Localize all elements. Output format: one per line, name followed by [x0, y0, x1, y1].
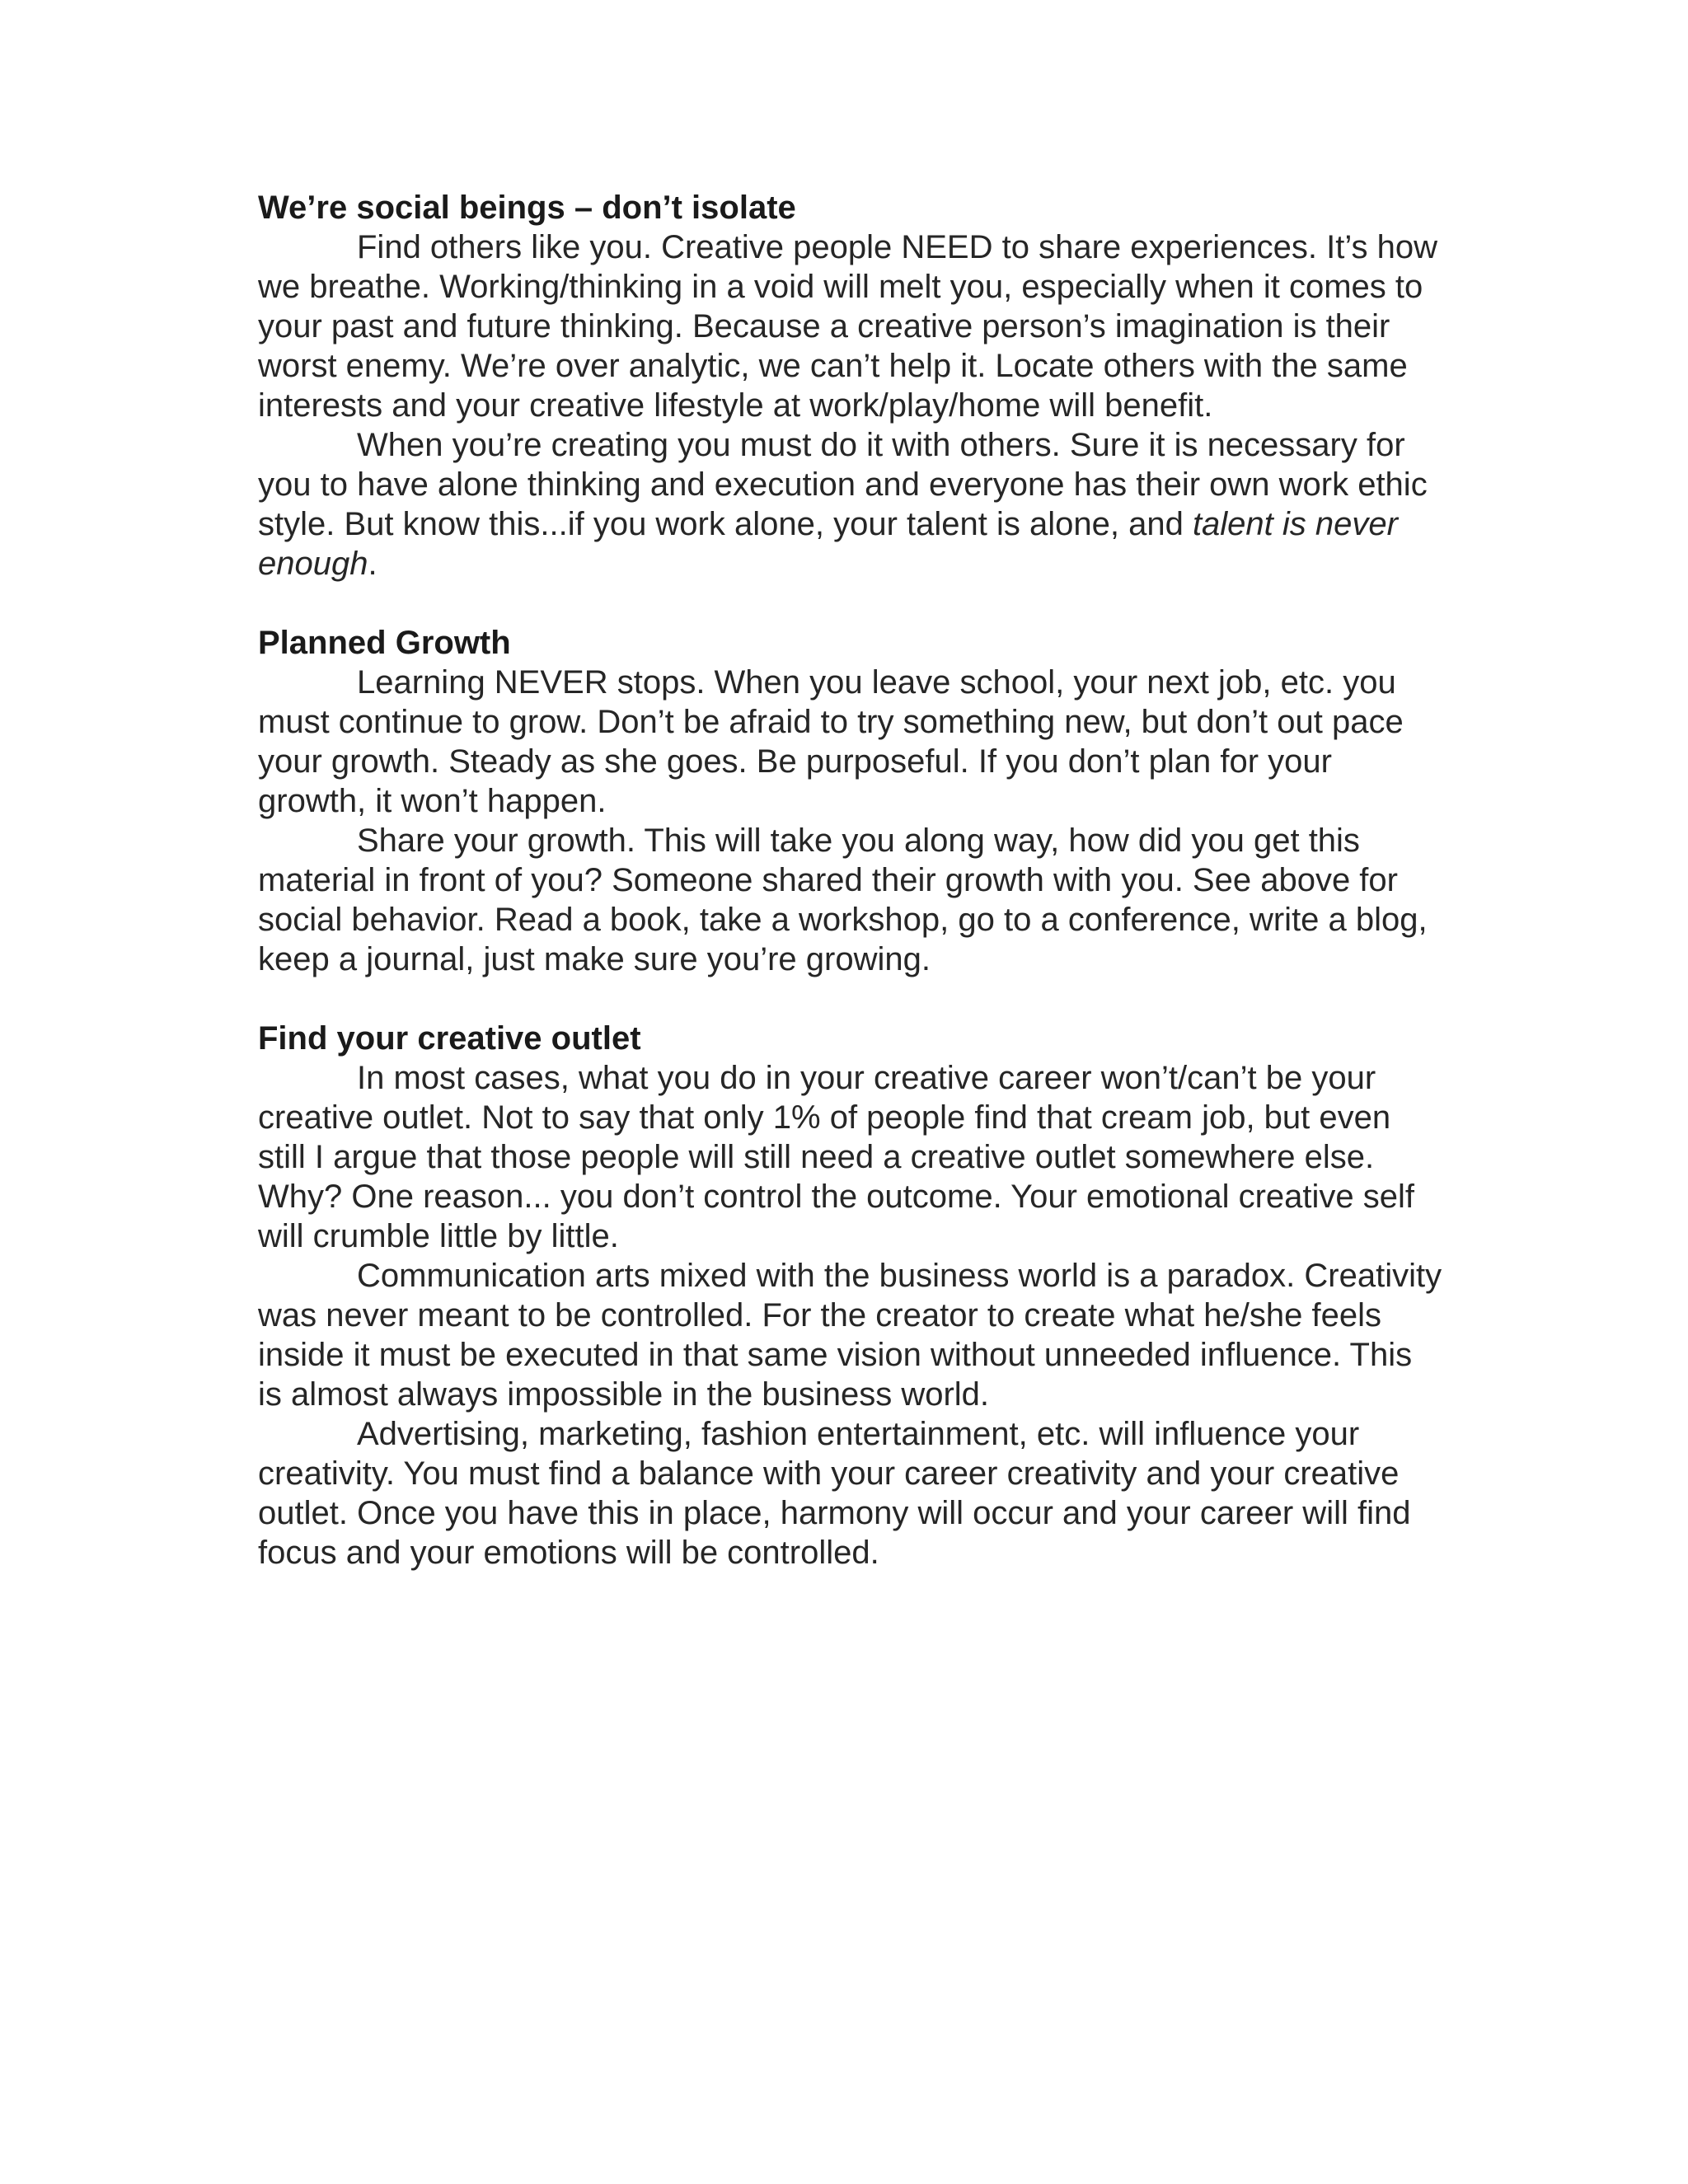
section-social-beings [258, 188, 1445, 583]
section-creative-outlet [258, 1019, 1445, 1572]
paragraph-suffix: . [368, 546, 377, 582]
paragraph: Communication arts mixed with the business world is a paradox. Creativity was never meant to be controlled. For the creator to create what he/she feels inside it must be executed in that same vision without unneeded influence. This is almost always impossible in the business world. [258, 1258, 1442, 1413]
paragraph: Find others like you. Creative people NEED to share experiences. It’s how we breathe. Working/thinking in a void will melt you, especially when it comes to your past and future thinking. Because a creative person’s imagination is their worst enemy. We’re over analytic, we can’t help it. Locate others with the same interests and your creative lifestyle at work/play/home will benefit. [258, 229, 1438, 424]
paragraph: Learning NEVER stops. When you leave school, your next job, etc. you must continue to grow. Don’t be afraid to try something new, but don’t out pace your growth. Steady as she goes. Be purposeful. If you don’t plan for your growth, it won’t happen. [258, 664, 1404, 819]
document-body [258, 188, 1445, 1612]
section-heading: We’re social beings – don’t isolate [258, 190, 796, 226]
paragraph: Share your growth. This will take you along way, how did you get this material in front of you? Someone shared their growth with you. See above for social behavior. Read a book, take a workshop, go to a conference, write a blog, keep a journal, just make sure you’re growing. [258, 823, 1428, 977]
section-heading: Planned Growth [258, 625, 511, 661]
paragraph: Advertising, marketing, fashion entertainment, etc. will influence your creativity. You must find a balance with your career creativity and your creative outlet. Once you have this in place, harmony will occur and your career will find focus and your emotions will be controlled. [258, 1416, 1411, 1571]
emphasis-text: talent is never enough [258, 506, 1398, 582]
paragraph [258, 425, 1445, 583]
paragraph-text: When you’re creating you must do it with others. Sure it is necessary for you to have alone thinking and execution and everyone has their own work ethic style. But know this...if you work alone, your talent is alone, and [258, 427, 1428, 542]
section-heading: Find your creative outlet [258, 1020, 641, 1057]
paragraph: In most cases, what you do in your creative career won’t/can’t be your creative outlet. Not to say that only 1% of people find that cream job, but even still I argue that those people will still need a creative outlet somewhere else. Why? One reason... you don’t control the outcome. Your emotional creative self will crumble little by little. [258, 1060, 1415, 1254]
section-planned-growth [258, 623, 1445, 979]
